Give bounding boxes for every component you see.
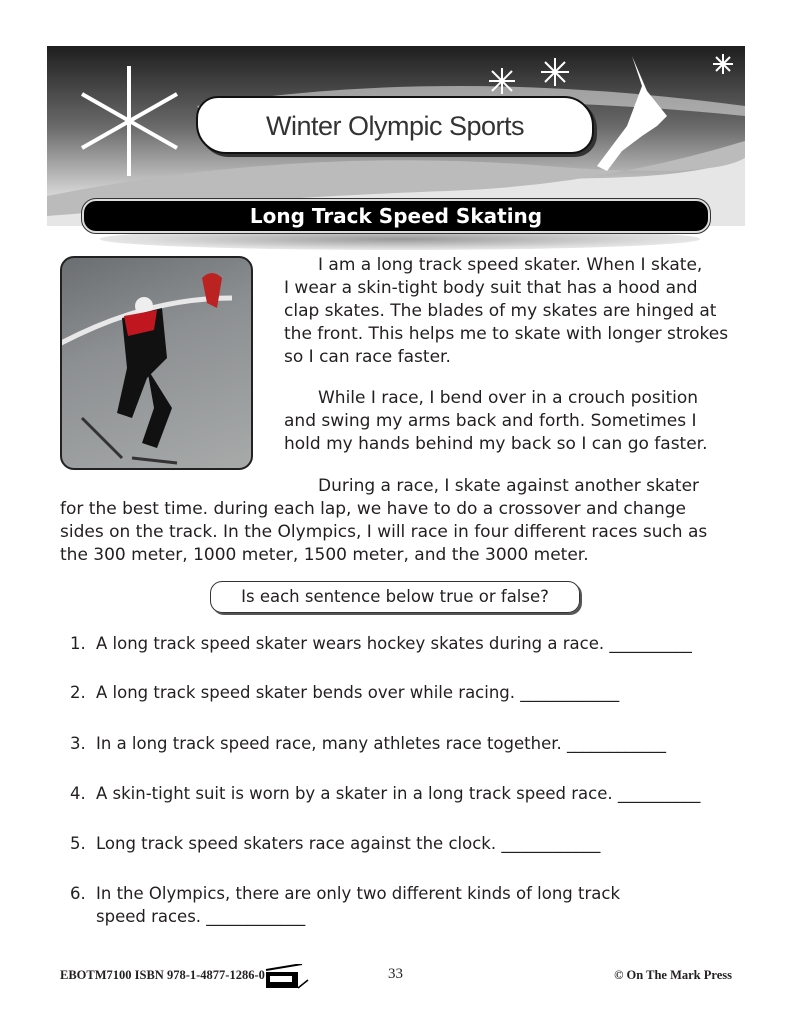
question-text[interactable]: A long track speed skater wears hockey skates during a race. __________ bbox=[96, 634, 692, 653]
text-line: During a race, I skate against another skater bbox=[318, 476, 700, 496]
text-line: the 300 meter, 1000 meter, 1500 meter, and the 3000 meter. bbox=[60, 545, 589, 565]
footer-isbn: EBOTM7100 ISBN 978-1-4877-1286-0 bbox=[60, 968, 265, 982]
skater-silhouette bbox=[597, 56, 667, 171]
text-line: I wear a skin-tight body suit that has a hood and bbox=[284, 278, 698, 298]
footer-copyright: © On The Mark Press bbox=[614, 968, 732, 982]
question-text[interactable]: Long track speed skaters race against the clock. ____________ bbox=[96, 834, 601, 853]
question-text[interactable]: A long track speed skater bends over while racing. ____________ bbox=[96, 683, 620, 702]
question-number: 4. bbox=[70, 784, 86, 803]
text-line: and swing my arms back and forth. Sometimes I bbox=[284, 411, 697, 431]
question-text-continued[interactable]: speed races. ____________ bbox=[96, 907, 306, 926]
question-number: 2. bbox=[70, 683, 86, 702]
clapperboard-icon bbox=[264, 964, 312, 990]
question-number: 3. bbox=[70, 734, 86, 753]
section-title: Long Track Speed Skating bbox=[82, 199, 710, 233]
text-line: for the best time. during each lap, we have to do a crossover and change bbox=[60, 499, 686, 519]
question-number: 5. bbox=[70, 834, 86, 853]
question-prompt: Is each sentence below true or false? bbox=[210, 581, 580, 613]
snowflake-icon bbox=[82, 66, 177, 176]
text-line: sides on the track. In the Olympics, I will race in four different races such as bbox=[60, 522, 708, 542]
text-line: the front. This helps me to skate with longer strokes bbox=[284, 324, 729, 344]
question-text[interactable]: In the Olympics, there are only two different kinds of long track bbox=[96, 884, 621, 903]
question-text[interactable]: A skin-tight suit is worn by a skater in a long track speed race. __________ bbox=[96, 784, 701, 803]
question-number: 1. bbox=[70, 634, 86, 653]
page-number: 33 bbox=[388, 966, 403, 982]
text-line: I am a long track speed skater. When I skate, bbox=[318, 255, 703, 275]
text-line: clap skates. The blades of my skates are hinged at bbox=[284, 301, 717, 321]
speed-skaters-photo bbox=[60, 256, 253, 470]
text-line: hold my hands behind my back so I can go faster. bbox=[284, 434, 708, 454]
question-text[interactable]: In a long track speed race, many athletes race together. ____________ bbox=[96, 734, 666, 753]
page-title: Winter Olympic Sports bbox=[196, 96, 594, 154]
question-number: 6. bbox=[70, 884, 86, 903]
question-6 bbox=[0, 882, 792, 928]
text-line: While I race, I bend over in a crouch position bbox=[318, 388, 699, 408]
text-line: so I can race faster. bbox=[284, 347, 451, 367]
